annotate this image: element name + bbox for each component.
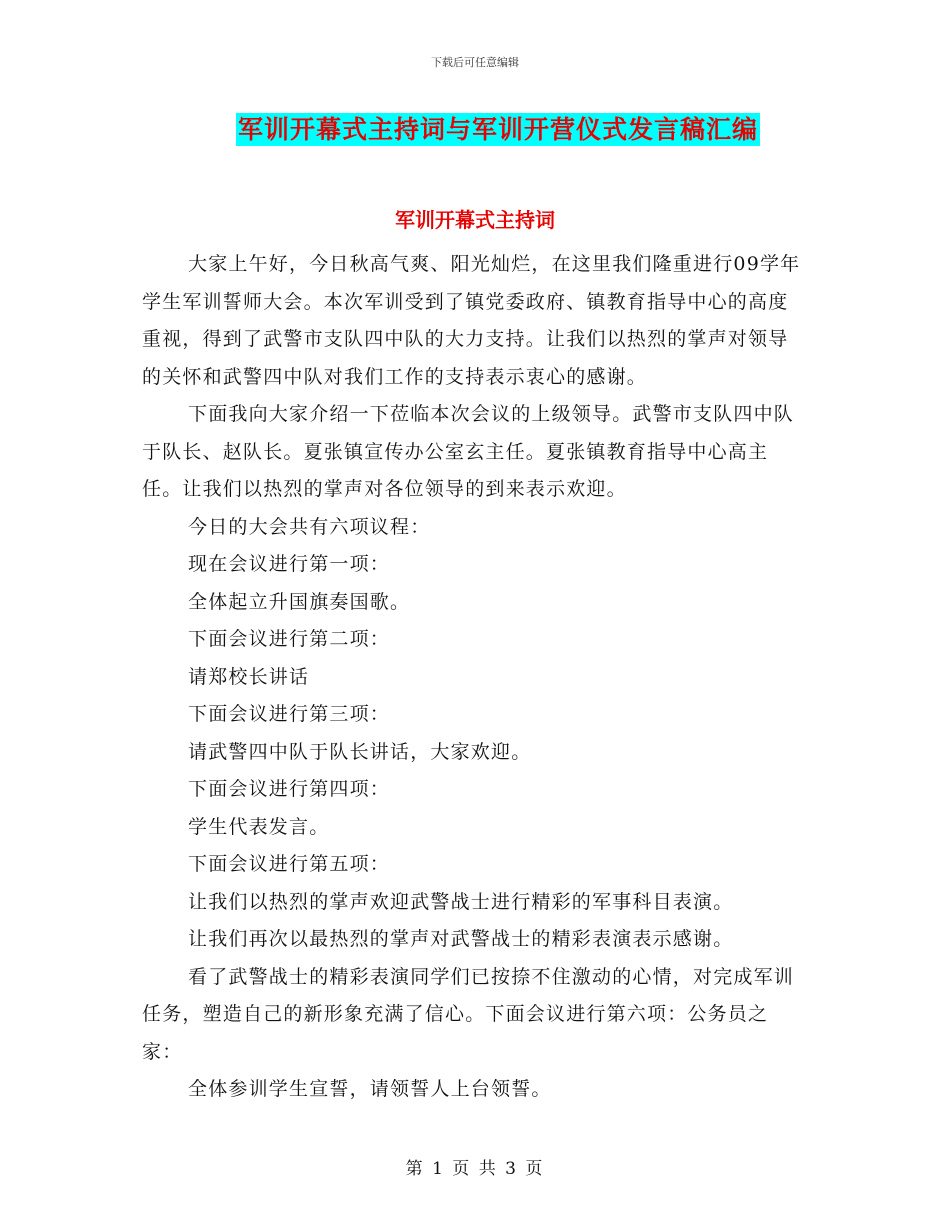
paragraph: 下面会议进行第二项： bbox=[188, 628, 391, 650]
paragraph: 大家上午好，今日秋高气爽、阳光灿烂，在这里我们隆重进行09学年学生军训誓师大会。本次军训受到了镇党委政府、镇教育指导中心的高度重视，得到了武警市支队四中队的大力支持。让我们以热烈的掌声对领导的关怀和武警四中队对我们工作的支持表示衷心的感谢。 bbox=[142, 253, 801, 388]
header-note: 下载后可任意编辑 bbox=[431, 56, 519, 69]
paragraph: 让我们以热烈的掌声欢迎武警战士进行精彩的军事科目表演。 bbox=[188, 890, 734, 913]
paragraph: 现在会议进行第一项： bbox=[188, 553, 391, 575]
paragraph: 请郑校长讲话 bbox=[188, 665, 310, 688]
paragraph: 今日的大会共有六项议程： bbox=[188, 515, 431, 538]
paragraph: 让我们再次以最热烈的掌声对武警战士的精彩表演表示感谢。 bbox=[188, 928, 734, 950]
paragraph: 请武警四中队于队长讲话，大家欢迎。 bbox=[188, 740, 532, 763]
paragraph: 下面会议进行第四项： bbox=[188, 778, 391, 800]
section-title: 军训开幕式主持词 bbox=[395, 208, 555, 232]
paragraph: 全体参训学生宣誓，请领誓人上台领誓。 bbox=[188, 1078, 552, 1100]
page-footer: 第 1 页 共 3 页 bbox=[405, 1159, 545, 1179]
paragraph: 学生代表发言。 bbox=[188, 815, 330, 838]
paragraph: 看了武警战士的精彩表演同学们已按捺不住激动的心情，对完成军训任务，塑造自己的新形象充满了信心。下面会议进行第六项：公务员之家： bbox=[142, 965, 795, 1063]
paragraph: 下面会议进行第五项： bbox=[188, 853, 391, 875]
document-body bbox=[142, 246, 807, 1109]
document-title-text: 军训开幕式主持词与军训开营仪式发言稿汇编 bbox=[237, 115, 758, 144]
paragraph: 下面我向大家介绍一下莅临本次会议的上级领导。武警市支队四中队于队长、赵队长。夏张镇宣传办公室玄主任。夏张镇教育指导中心高主任。让我们以热烈的掌声对各位领导的到来表示欢迎。 bbox=[142, 403, 795, 500]
document-title bbox=[0, 110, 950, 146]
paragraph: 全体起立升国旗奏国歌。 bbox=[188, 590, 411, 613]
paragraph: 下面会议进行第三项： bbox=[188, 703, 391, 725]
